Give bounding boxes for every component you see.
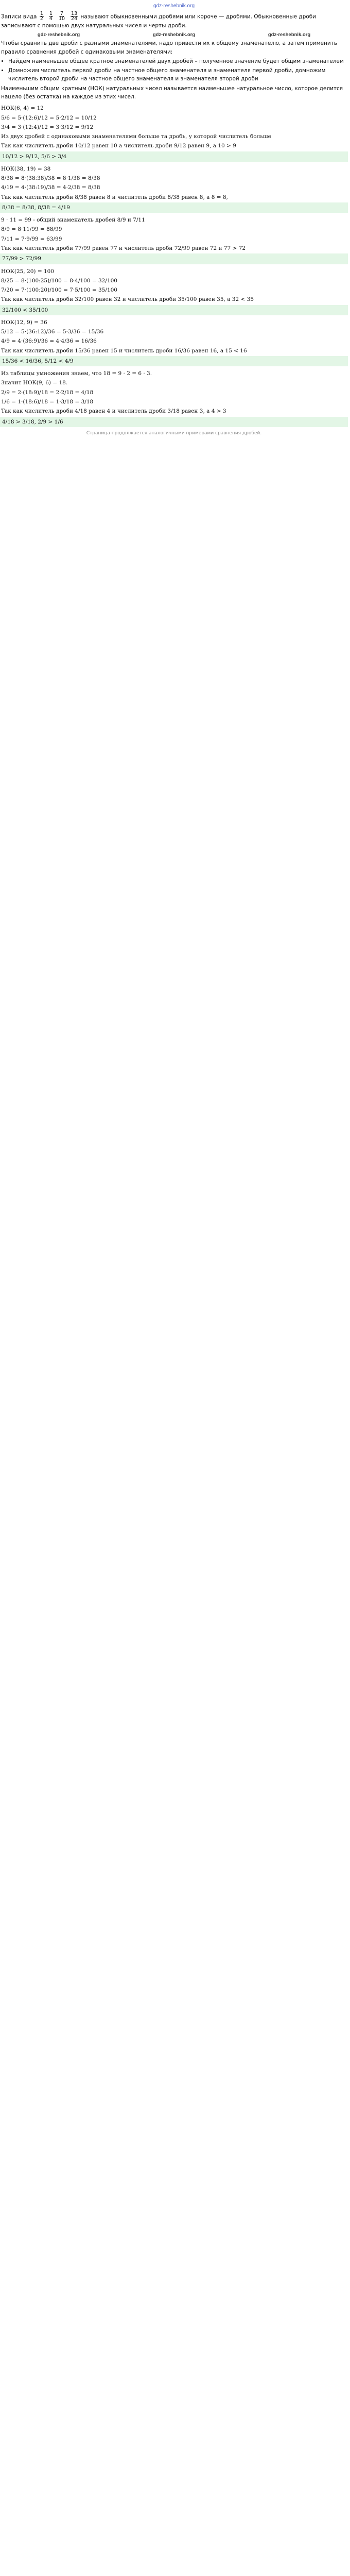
example-fraction [49, 11, 53, 22]
answer-highlight [0, 151, 348, 162]
task-3 [1, 216, 347, 264]
example-fraction [40, 11, 44, 22]
task-result: Так как числитель дроби 77/99 равен 77 и числитель дроби 72/99 равен 72 и 77 > 72 [1, 245, 246, 251]
task-line: 4/19 = 4·(38:19)/38 = 4·2/38 = 8/38 [1, 184, 100, 191]
task-result: Так как числитель дроби 32/100 равен 32 и числитель дроби 35/100 равен 35, а 32 < 35 [1, 296, 254, 303]
intro-after: называют обыкновенными дробями или короче — дробями. Обыкновенные дроби записывают с помощью двух натуральных чисел и черты дроби. [1, 13, 317, 29]
intro-block [1, 11, 347, 101]
task-1 [1, 104, 347, 162]
site-title [1, 2, 347, 10]
fraction-numerator: 7 [60, 10, 63, 16]
task-answer: 4/18 > 3/18, 2/9 > 1/6 [2, 418, 63, 425]
task-line: 3/4 = 3·(12:4)/12 = 3·3/12 = 9/12 [1, 124, 94, 130]
example-fraction [71, 11, 78, 22]
task-line: 7/20 = 7·(100:20)/100 = 7·5/100 = 35/100 [1, 287, 117, 294]
task-note: Из таблицы умножения знаем, что 18 = 9 · 2 = 6 · 3. [1, 370, 152, 377]
page-continuation-note: Страница продолжается аналогичными примерами сравнения дробей. [86, 430, 262, 436]
task-result: Так как числитель дроби 8/38 равен 8 и числитель дроби 8/38 равен 8, а 8 = 8, [1, 194, 228, 200]
fraction-numerator: 13 [71, 10, 78, 16]
fraction-numerator: 1 [40, 10, 43, 16]
task-nok: НОК(38, 19) = 38 [1, 165, 51, 172]
intro-fractions [39, 11, 79, 22]
rule-text: Чтобы сравнить две дроби с разными знаменателями, надо привести их к общему знаменателю, а затем применить правило сравнения дробей с одинаковыми знаменателями: [1, 40, 337, 55]
task-2 [1, 165, 347, 213]
watermark: gdz-reshebnik.org [37, 31, 80, 38]
example-fraction [58, 11, 65, 22]
task-line: 5/6 = 5·(12:6)/12 = 5·2/12 = 10/12 [1, 114, 97, 121]
page [0, 0, 348, 437]
task-line: 2/9 = 2·(18:9)/18 = 2·2/18 = 4/18 [1, 389, 94, 396]
rule-step: • Найдём наименьшее общее кратное знаменателей двух дробей – полученное значение будет общим знаменателем [8, 57, 347, 65]
task-nok: НОК(12, 9) = 36 [1, 319, 47, 326]
answer-highlight [0, 202, 348, 213]
answer-highlight [0, 417, 348, 427]
task-line: 4/9 = 4·(36:9)/36 = 4·4/36 = 16/36 [1, 338, 97, 345]
nok-definition: Наименьшим общим кратным (НОК) натуральных чисел называется наименьшее натуральное число, которое делится нацело (без остатка) на каждое из этих чисел. [1, 85, 343, 100]
rule-step: • Домножим числитель первой дроби на частное общего знаменателя и знаменателя первой дроби, домножим числитель второй дроби на частное общего знаменателя и знаменателя второй дроби [8, 66, 347, 83]
task-4 [1, 267, 347, 315]
answer-highlight [0, 305, 348, 315]
answer-highlight [0, 253, 348, 264]
intro-paragraph [1, 11, 347, 30]
task-answer: 8/38 = 8/38, 8/38 = 4/19 [2, 204, 70, 211]
task-line: 1/6 = 1·(18:6)/18 = 1·3/18 = 3/18 [1, 398, 94, 405]
watermark-row [1, 31, 347, 39]
fraction-denominator: 2 [40, 16, 43, 22]
task-5 [1, 318, 347, 366]
compare-rule: Из двух дробей с одинаковыми знаменателями больше та дробь, у которой числитель больше [1, 133, 271, 140]
task-gcd: 9 · 11 = 99 - общий знаменатель дробей 8/9 и 7/11 [1, 217, 145, 224]
task-6 [1, 369, 347, 427]
fraction-denominator: 24 [71, 16, 78, 22]
fraction-denominator: 4 [49, 16, 52, 22]
task-line: 8/9 = 8·11/99 = 88/99 [1, 226, 62, 233]
rule-steps [1, 57, 347, 83]
task-result: Так как числитель дроби 10/12 равен 10 а числитель дроби 9/12 равен 9, а 10 > 9 [1, 143, 236, 149]
task-line: 7/11 = 7·9/99 = 63/99 [1, 235, 62, 242]
answer-highlight [0, 356, 348, 366]
task-result: Так как числитель дроби 15/36 равен 15 и числитель дроби 16/36 равен 16, а 15 < 16 [1, 347, 247, 354]
task-line: 8/25 = 8·(100:25)/100 = 8·4/100 = 32/100 [1, 277, 117, 284]
watermark: gdz-reshebnik.org [152, 31, 196, 38]
task-nok: Значит НОК(9, 6) = 18. [1, 380, 68, 386]
task-line: 5/12 = 5·(36:12)/36 = 5·3/36 = 15/36 [1, 329, 104, 335]
task-nok: НОК(25, 20) = 100 [1, 268, 54, 275]
task-answer: 10/12 > 9/12, 5/6 > 3/4 [2, 153, 67, 160]
fraction-numerator: 1 [49, 10, 52, 16]
site-link[interactable]: gdz-reshebnik.org [153, 3, 195, 9]
task-answer: 15/36 < 16/36, 5/12 < 4/9 [2, 358, 74, 364]
task-line: 8/38 = 8·(38:38)/38 = 8·1/38 = 8/38 [1, 175, 100, 182]
watermark: gdz-reshebnik.org [268, 31, 311, 38]
fraction-denominator: 10 [58, 16, 65, 22]
intro-lead: Записи вида [1, 13, 37, 20]
task-answer: 32/100 < 35/100 [2, 307, 48, 313]
task-answer: 77/99 > 72/99 [2, 256, 41, 262]
task-result: Так как числитель дроби 4/18 равен 4 и числитель дроби 3/18 равен 3, а 4 > 3 [1, 408, 226, 415]
task-nok: НОК(6, 4) = 12 [1, 105, 44, 112]
